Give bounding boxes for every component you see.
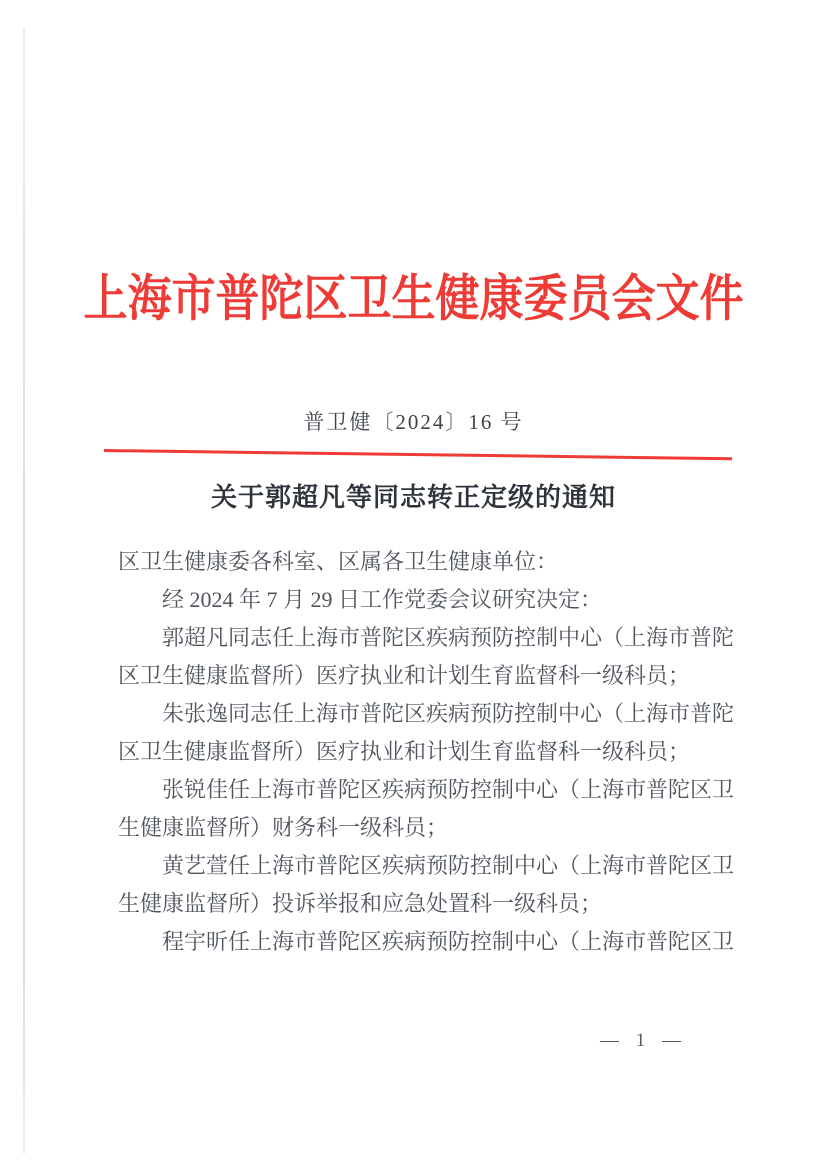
body-line: 黄艺萱任上海市普陀区疾病预防控制中心（上海市普陀区卫 xyxy=(162,853,735,878)
body-line: 区卫生健康委各科室、区属各卫生健康单位： xyxy=(118,549,559,574)
body-line: 区卫生健康监督所）医疗执业和计划生育监督科一级科员； xyxy=(118,663,691,688)
document-number: 普卫健〔2024〕16 号 xyxy=(303,410,524,434)
body-line: 程宇昕任上海市普陀区疾病预防控制中心（上海市普陀区卫 xyxy=(162,929,735,954)
scan-page-edge xyxy=(23,28,25,1154)
document-title: 关于郭超凡等同志转正定级的通知 xyxy=(210,483,616,512)
body-line: 朱张逸同志任上海市普陀区疾病预防控制中心（上海市普陀 xyxy=(162,701,735,726)
body-line: 郭超凡同志任上海市普陀区疾病预防控制中心（上海市普陀 xyxy=(162,625,735,650)
body-line: 经 2024 年 7 月 29 日工作党委会议研究决定： xyxy=(162,587,603,612)
document-header-title: 上海市普陀区卫生健康委员会文件 xyxy=(83,271,744,328)
document-body xyxy=(118,543,734,961)
red-divider-line xyxy=(104,449,732,460)
page-number: — 1 — xyxy=(600,1030,687,1051)
body-line: 区卫生健康监督所）医疗执业和计划生育监督科一级科员； xyxy=(118,739,691,764)
body-line: 张锐佳任上海市普陀区疾病预防控制中心（上海市普陀区卫 xyxy=(162,777,735,802)
body-line: 生健康监督所）财务科一级科员； xyxy=(118,815,449,840)
body-line: 生健康监督所）投诉举报和应急处置科一级科员； xyxy=(118,891,603,916)
